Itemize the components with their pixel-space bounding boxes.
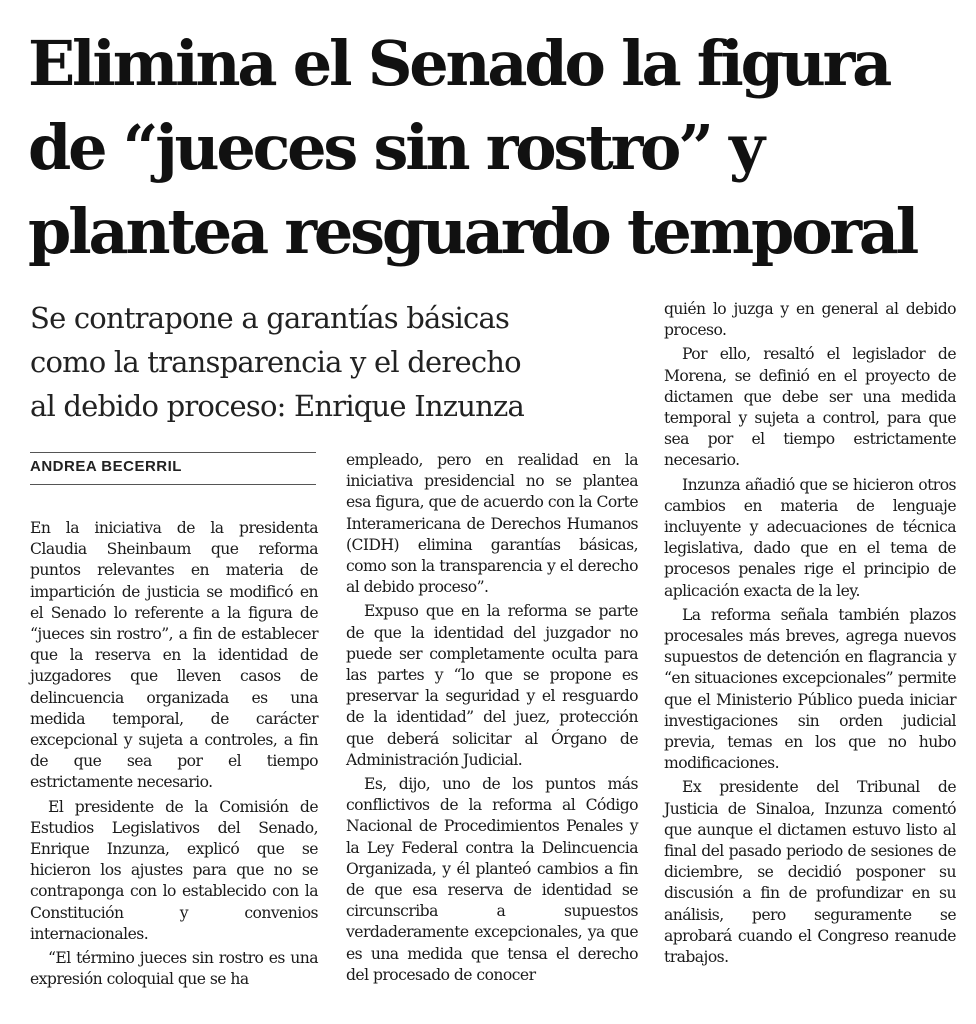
headline [28,22,958,274]
paragraph: empleado, pero en realidad en la iniciativa presidencial no se plantea esa figura, que de acuerdo con la Corte Interamericana de Derechos Humanos (CIDH) elimina garantías básicas, como son la transparencia y el derecho al debido proceso”. [346,451,638,597]
paragraph: En la iniciativa de la presidenta Claudia Sheinbaum que reforma puntos relevantes en materia de impartición de justicia se modificó en el Senado lo referente a la figura de “jueces sin rostro”, a fin de establecer que la reserva en la identidad de juzgadores que lleven casos de delincuencia organizada es una medida temporal, de carácter excepcional y sujeta a controles, a fin de que sea por el tiempo estrictamente necesario. [30,519,318,792]
byline-bottom-rule [30,484,316,485]
byline-top-rule [30,452,316,453]
paragraph: La reforma señala también plazos procesales más breves, agrega nuevos supuestos de detención en flagrancia y “en situaciones excepcionales” permite que el Ministerio Público pueda iniciar investigaciones sin orden judicial previa, temas en los que no hubo modificaciones. [664,605,956,773]
headline-line-3: plantea resguardo temporal [28,195,917,268]
paragraph: Ex presidente del Tribunal de Justicia de Sinaloa, Inzunza comentó que aunque el dictamen estuvo listo al final del pasado periodo de sesiones de diciembre, se decidió posponer su discusión a fin de profundizar en su análisis, pero seguramente se aprobará cuando el Congreso reanude trabajos. [664,778,956,967]
subheadline [30,296,650,428]
paragraph: “El término jueces sin rostro es una expresión coloquial que se ha [30,949,318,989]
column-3 [664,299,956,971]
paragraph: quién lo juzga y en general al debido proceso. [664,300,956,340]
column-1 [30,518,318,993]
paragraph: Por ello, resaltó el legislador de Morena, se definió en el proyecto de dictamen que debe ser una medida temporal y sujeta a control, para que sea por el tiempo estrictamente necesario. [664,345,956,470]
byline: ANDREA BECERRIL [30,458,182,475]
headline-line-2: de “jueces sin rostro” y [28,111,762,184]
subheadline-line-3: al debido proceso: Enrique Inzunza [30,389,524,423]
paragraph: Inzunza añadió que se hicieron otros cambios en materia de lenguaje incluyente y adecuaciones de técnica legislativa, dado que en el tema de procesos penales rige el principio de aplicación exacta de la ley. [664,475,956,600]
paragraph: Expuso que en la reforma se parte de que la identidad del juzgador no puede ser completamente oculta para las partes y “lo que se propone es preservar la seguridad y el resguardo de la identidad” del juez, protección que deberá solicitar al Órgano de Administración Judicial. [346,602,638,769]
column-2 [346,450,638,989]
subheadline-line-2: como la transparencia y el derecho [30,345,521,379]
headline-line-1: Elimina el Senado la figura [28,27,890,100]
paragraph: El presidente de la Comisión de Estudios Legislativos del Senado, Enrique Inzunza, explicó que se hicieron los ajustes para que no se contraponga con lo establecido con la Constitución y convenios internacionales. [30,797,318,943]
paragraph: Es, dijo, uno de los puntos más conflictivos de la reforma al Código Nacional de Procedimientos Penales y la Ley Federal contra la Delincuencia Organizada, y él planteó cambios a fin de que esa reserva de identidad se circunscriba a supuestos verdaderamente excepcionales, ya que es una medida que tensa el derecho del procesado de conocer [346,775,638,984]
subheadline-line-1: Se contrapone a garantías básicas [30,301,510,335]
